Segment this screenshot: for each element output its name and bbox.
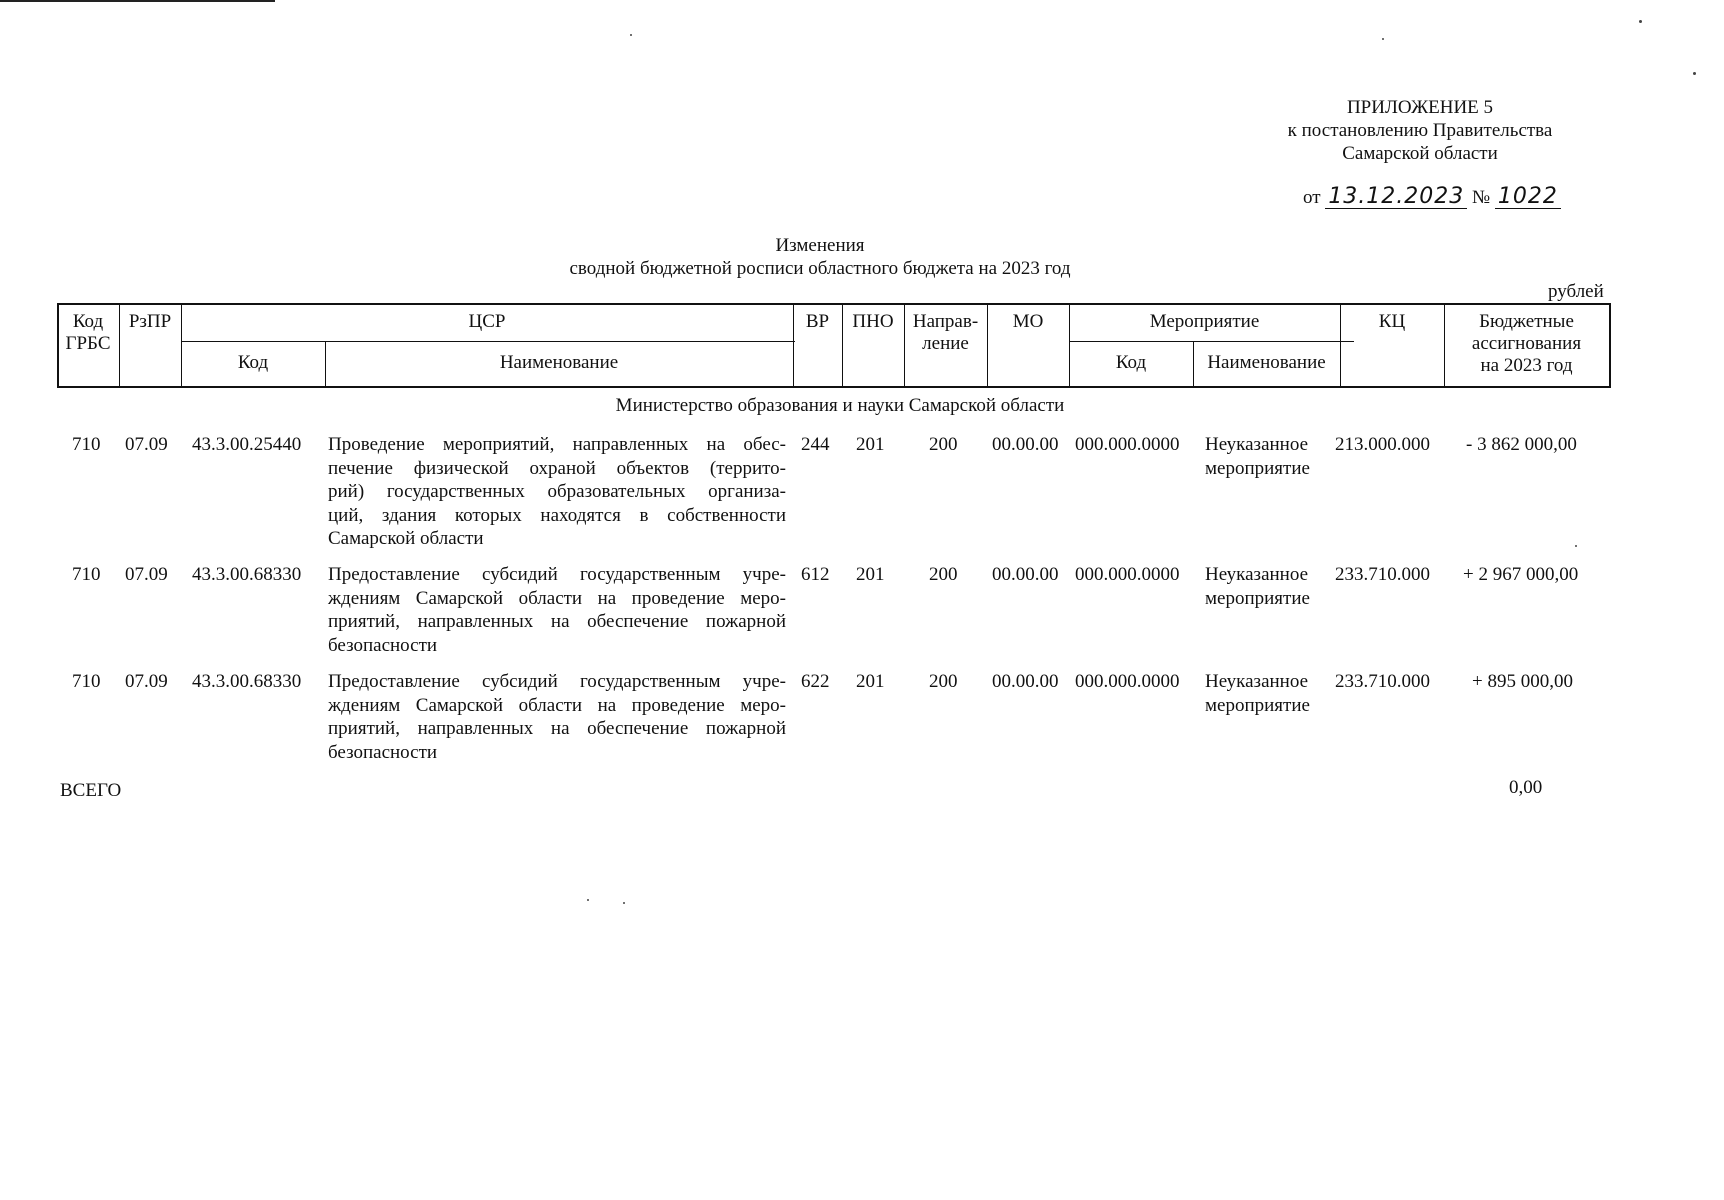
header-csr: ЦСР bbox=[468, 311, 506, 332]
document-title bbox=[500, 234, 1140, 280]
cell-rzpr: 07.09 bbox=[125, 671, 168, 692]
cell-kc: 213.000.000 bbox=[1335, 434, 1430, 455]
cell-csr-code: 43.3.00.25440 bbox=[192, 434, 302, 455]
header-rzpr: РзПР bbox=[128, 311, 172, 332]
cell-event-name: Неуказанное мероприятие bbox=[1205, 434, 1310, 479]
header-budget: Бюджетные ассигнования на 2023 год bbox=[1471, 311, 1582, 376]
title-line-1: Изменения bbox=[775, 235, 865, 256]
handwritten-date: 13.12.2023 bbox=[1325, 186, 1467, 209]
cell-grbs: 710 bbox=[72, 671, 101, 692]
cell-event-code: 000.000.0000 bbox=[1075, 564, 1180, 585]
cell-vr: 244 bbox=[801, 434, 830, 455]
header-mo: МО bbox=[1012, 311, 1044, 332]
cell-direction: 200 bbox=[929, 564, 958, 585]
appendix-title: ПРИЛОЖЕНИЕ 5 bbox=[1346, 97, 1494, 118]
header-csr-name: Наименование bbox=[499, 352, 619, 373]
header-direction: Направ- ление bbox=[912, 311, 979, 354]
cell-vr: 612 bbox=[801, 564, 830, 585]
cell-event-name: Неуказанное мероприятие bbox=[1205, 671, 1310, 716]
scan-speck bbox=[630, 34, 632, 36]
cell-amount: + 895 000,00 bbox=[1472, 671, 1573, 692]
total-amount: 0,00 bbox=[1509, 777, 1543, 798]
cell-event-code: 000.000.0000 bbox=[1075, 671, 1180, 692]
ministry-group-title: Министерство образования и науки Самарской области bbox=[615, 395, 1065, 416]
cell-pno: 201 bbox=[856, 564, 885, 585]
header-pno: ПНО bbox=[852, 311, 894, 332]
cell-csr-code: 43.3.00.68330 bbox=[192, 564, 302, 585]
cell-csr-name: Предоставление субсидий государственным учре- ждениям Самарской области на проведение меро- приятий, направленных на обеспечение пожарной безопасности bbox=[328, 671, 786, 763]
header-event-code: Код bbox=[1115, 352, 1147, 373]
cell-direction: 200 bbox=[929, 434, 958, 455]
header-kod-grbs: Код ГРБС bbox=[65, 311, 111, 354]
date-prefix: от bbox=[1303, 187, 1321, 208]
cell-amount: + 2 967 000,00 bbox=[1463, 564, 1579, 585]
scan-speck bbox=[1693, 72, 1696, 75]
cell-pno: 201 bbox=[856, 434, 885, 455]
cell-mo: 00.00.00 bbox=[992, 434, 1059, 455]
scan-speck bbox=[1575, 545, 1577, 547]
cell-event-code: 000.000.0000 bbox=[1075, 434, 1180, 455]
cell-mo: 00.00.00 bbox=[992, 671, 1059, 692]
number-prefix: № bbox=[1472, 187, 1491, 208]
appendix-line: к постановлению Правительства bbox=[1287, 120, 1553, 141]
handwritten-number: 1022 bbox=[1495, 186, 1561, 209]
header-csr-code: Код bbox=[237, 352, 269, 373]
total-label: ВСЕГО bbox=[60, 780, 122, 801]
cell-csr-name: Предоставление субсидий государственным учре- ждениям Самарской области на проведение меро- приятий, направленных на обеспечение пожарной безопасности bbox=[328, 564, 786, 656]
cell-grbs: 710 bbox=[72, 564, 101, 585]
cell-amount: - 3 862 000,00 bbox=[1466, 434, 1577, 455]
cell-kc: 233.710.000 bbox=[1335, 564, 1430, 585]
scan-speck bbox=[587, 899, 589, 901]
cell-mo: 00.00.00 bbox=[992, 564, 1059, 585]
resolution-date-line bbox=[1303, 186, 1561, 209]
scan-speck bbox=[1639, 20, 1642, 23]
scan-edge-line bbox=[0, 0, 275, 2]
cell-kc: 233.710.000 bbox=[1335, 671, 1430, 692]
cell-grbs: 710 bbox=[72, 434, 101, 455]
currency-unit: рублей bbox=[1548, 281, 1604, 302]
cell-rzpr: 07.09 bbox=[125, 564, 168, 585]
title-line-2: сводной бюджетной росписи областного бюджета на 2023 год bbox=[569, 258, 1071, 279]
appendix-block bbox=[1230, 96, 1610, 165]
cell-rzpr: 07.09 bbox=[125, 434, 168, 455]
cell-vr: 622 bbox=[801, 671, 830, 692]
cell-pno: 201 bbox=[856, 671, 885, 692]
cell-event-name: Неуказанное мероприятие bbox=[1205, 564, 1310, 609]
appendix-line: Самарской области bbox=[1342, 143, 1498, 164]
scan-speck bbox=[623, 902, 625, 904]
header-kc: КЦ bbox=[1378, 311, 1406, 332]
cell-csr-name: Проведение мероприятий, направленных на обес- печение физической охраной объектов (террито- рий) государственных образовательных организа- ций, здания которых находятся в собственности Самарской области bbox=[328, 434, 786, 549]
scan-speck bbox=[1382, 38, 1384, 40]
cell-csr-code: 43.3.00.68330 bbox=[192, 671, 302, 692]
header-vr: ВР bbox=[805, 311, 830, 332]
header-event-name: Наименование bbox=[1207, 352, 1326, 373]
table-header bbox=[57, 303, 1611, 388]
cell-direction: 200 bbox=[929, 671, 958, 692]
header-event: Мероприятие bbox=[1149, 311, 1260, 332]
